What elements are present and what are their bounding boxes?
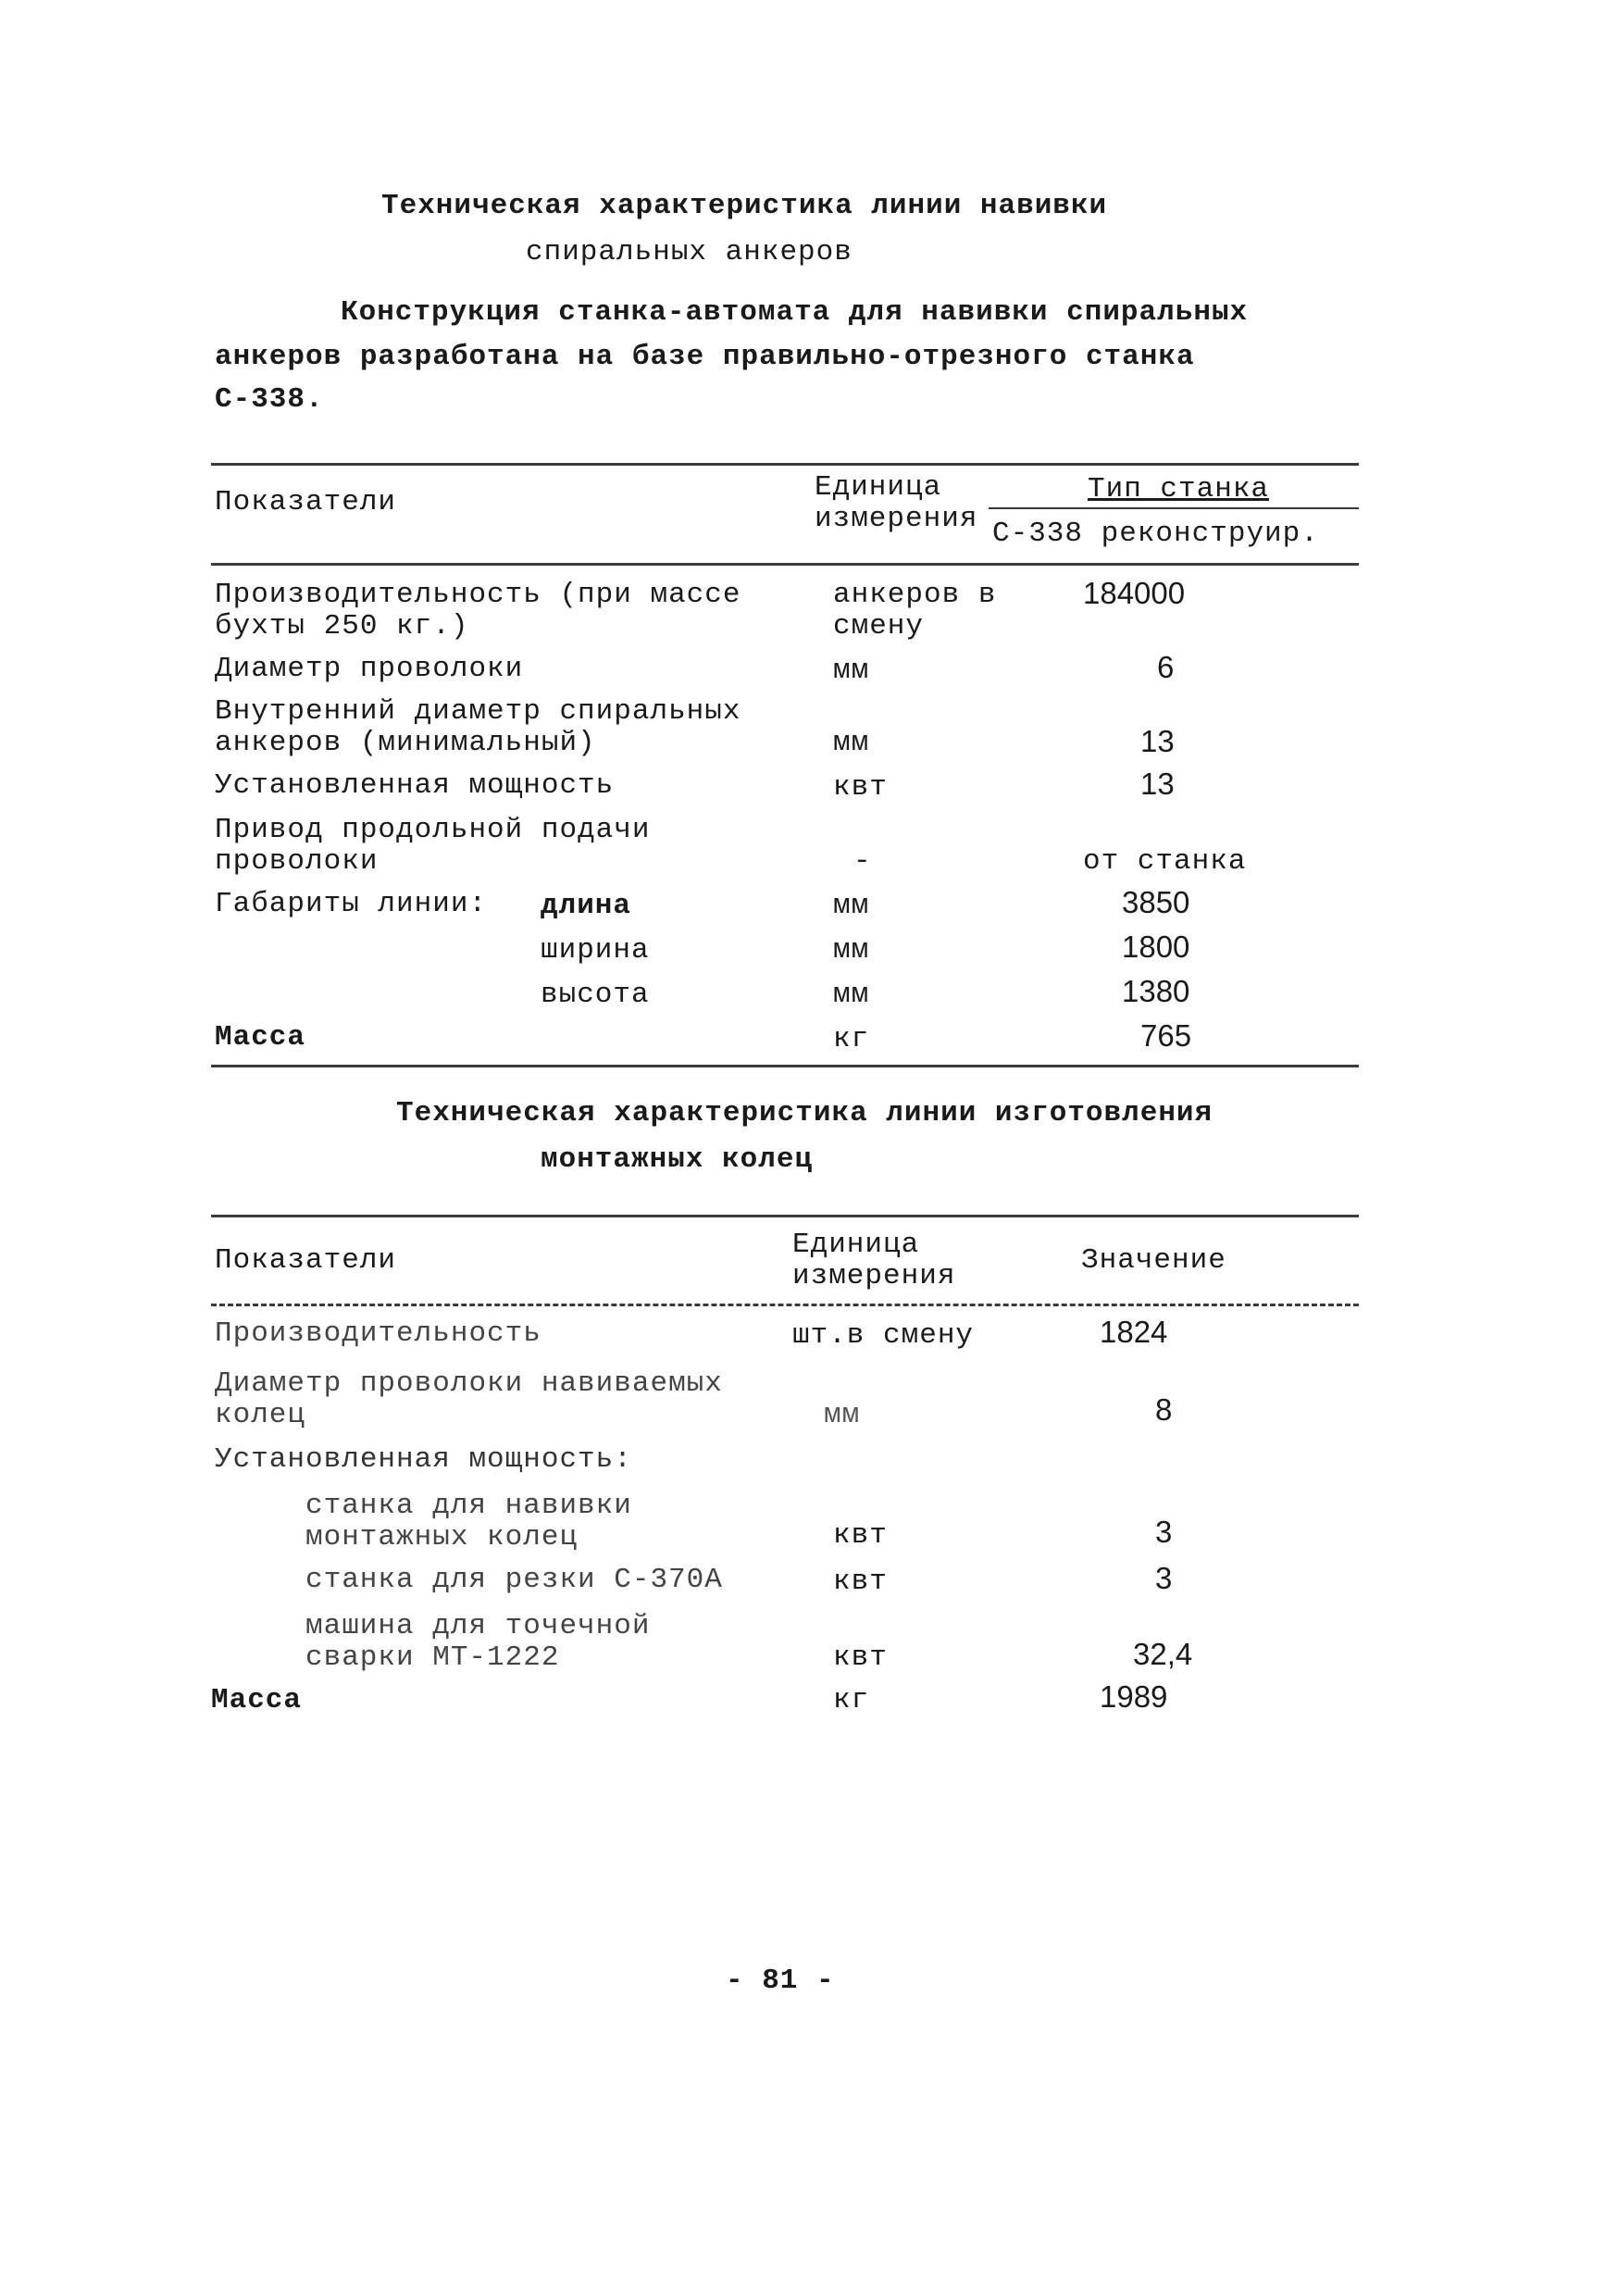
section2-title-line1: Техническая характеристика линии изготовления (396, 1097, 1214, 1129)
row-unit: квт (833, 1641, 888, 1674)
intro-line3: С-338. (215, 383, 324, 416)
row-sub: ширина (541, 934, 650, 967)
table1-header-unit: Единица измерения (815, 471, 978, 535)
row-value: 1824 (1100, 1315, 1168, 1349)
row-value: от станка (1083, 845, 1247, 878)
table1-header-subrule (989, 507, 1359, 509)
section2-title-line2: монтажных колец (541, 1143, 814, 1176)
row-sub: высота (541, 979, 650, 1011)
row-unit: квт (833, 771, 888, 804)
row-name: Габариты линии: (215, 888, 488, 920)
table1-header-type: Тип станка (1088, 473, 1270, 505)
row-value: 13 (1140, 724, 1175, 758)
row-unit: анкеров в смену (833, 579, 997, 643)
row-value: 1989 (1100, 1679, 1168, 1714)
row-unit: квт (833, 1519, 888, 1552)
table2-header-rule (211, 1304, 1359, 1306)
page-number: - 81 - (726, 1965, 835, 1997)
row-sub: длина (541, 890, 632, 922)
row-unit: - (853, 845, 872, 878)
row-name: станка для навивки монтажных колец (305, 1490, 632, 1554)
row-value: 3 (1155, 1561, 1173, 1595)
row-value: 765 (1140, 1018, 1192, 1053)
row-value: 1380 (1122, 974, 1190, 1008)
intro-line1: Конструкция станка-автомата для навивки спиральных (341, 296, 1249, 329)
row-unit: кг (833, 1023, 870, 1055)
section1-title-line2: спиральных анкеров (526, 236, 853, 268)
row-name: Внутренний диаметр спиральных анкеров (минимальный) (215, 695, 741, 759)
row-value: 13 (1140, 767, 1175, 801)
table2-top-rule (211, 1215, 1359, 1217)
row-name: Масса (211, 1684, 303, 1716)
row-value: 6 (1157, 650, 1175, 684)
row-unit: мм (833, 890, 870, 922)
table2-header-indicators: Показатели (215, 1244, 397, 1277)
row-name: Производительность (215, 1317, 541, 1350)
row-value: 3 (1155, 1515, 1173, 1549)
row-unit: кг (833, 1684, 870, 1716)
row-name: Диаметр проволоки навиваемых колец (215, 1367, 723, 1431)
row-name: Установленная мощность: (215, 1443, 632, 1476)
table1-header-type-sub: С-338 реконструир. (992, 518, 1319, 550)
row-unit: квт (833, 1566, 888, 1598)
row-name: машина для точечной сварки МТ-1222 (305, 1610, 651, 1674)
row-unit: мм (833, 979, 870, 1011)
intro-line2: анкеров разработана на базе правильно-отрезного станка (215, 341, 1195, 373)
row-value: 184000 (1083, 576, 1186, 610)
section1-title-line1: Техническая характеристика линии навивки (381, 190, 1108, 222)
row-unit: мм (833, 655, 870, 687)
table2-header-value: Значение (1081, 1244, 1226, 1277)
table1-header-rule (211, 563, 1359, 566)
row-value: 8 (1155, 1392, 1173, 1427)
row-name: Производительность (при массе бухты 250 кг.) (215, 579, 741, 643)
row-unit: мм (833, 934, 870, 967)
row-value: 1800 (1122, 930, 1190, 964)
row-name: Установленная мощность (215, 769, 615, 802)
row-unit: мм (833, 727, 870, 759)
row-value: 3850 (1122, 885, 1190, 919)
table1-header-indicators: Показатели (215, 486, 397, 518)
table1-top-rule (211, 463, 1359, 466)
row-name: Диаметр проволоки (215, 653, 524, 685)
row-unit: шт.в смену (792, 1319, 975, 1352)
row-value: 32,4 (1133, 1637, 1193, 1671)
row-name: станка для резки С-370А (305, 1564, 723, 1596)
table2-header-unit: Единица измерения (792, 1229, 956, 1292)
row-name: Привод продольной подачи проволоки (215, 814, 651, 878)
row-unit: мм (824, 1399, 861, 1431)
row-name: Масса (215, 1021, 306, 1054)
table1-bottom-rule (211, 1065, 1359, 1067)
